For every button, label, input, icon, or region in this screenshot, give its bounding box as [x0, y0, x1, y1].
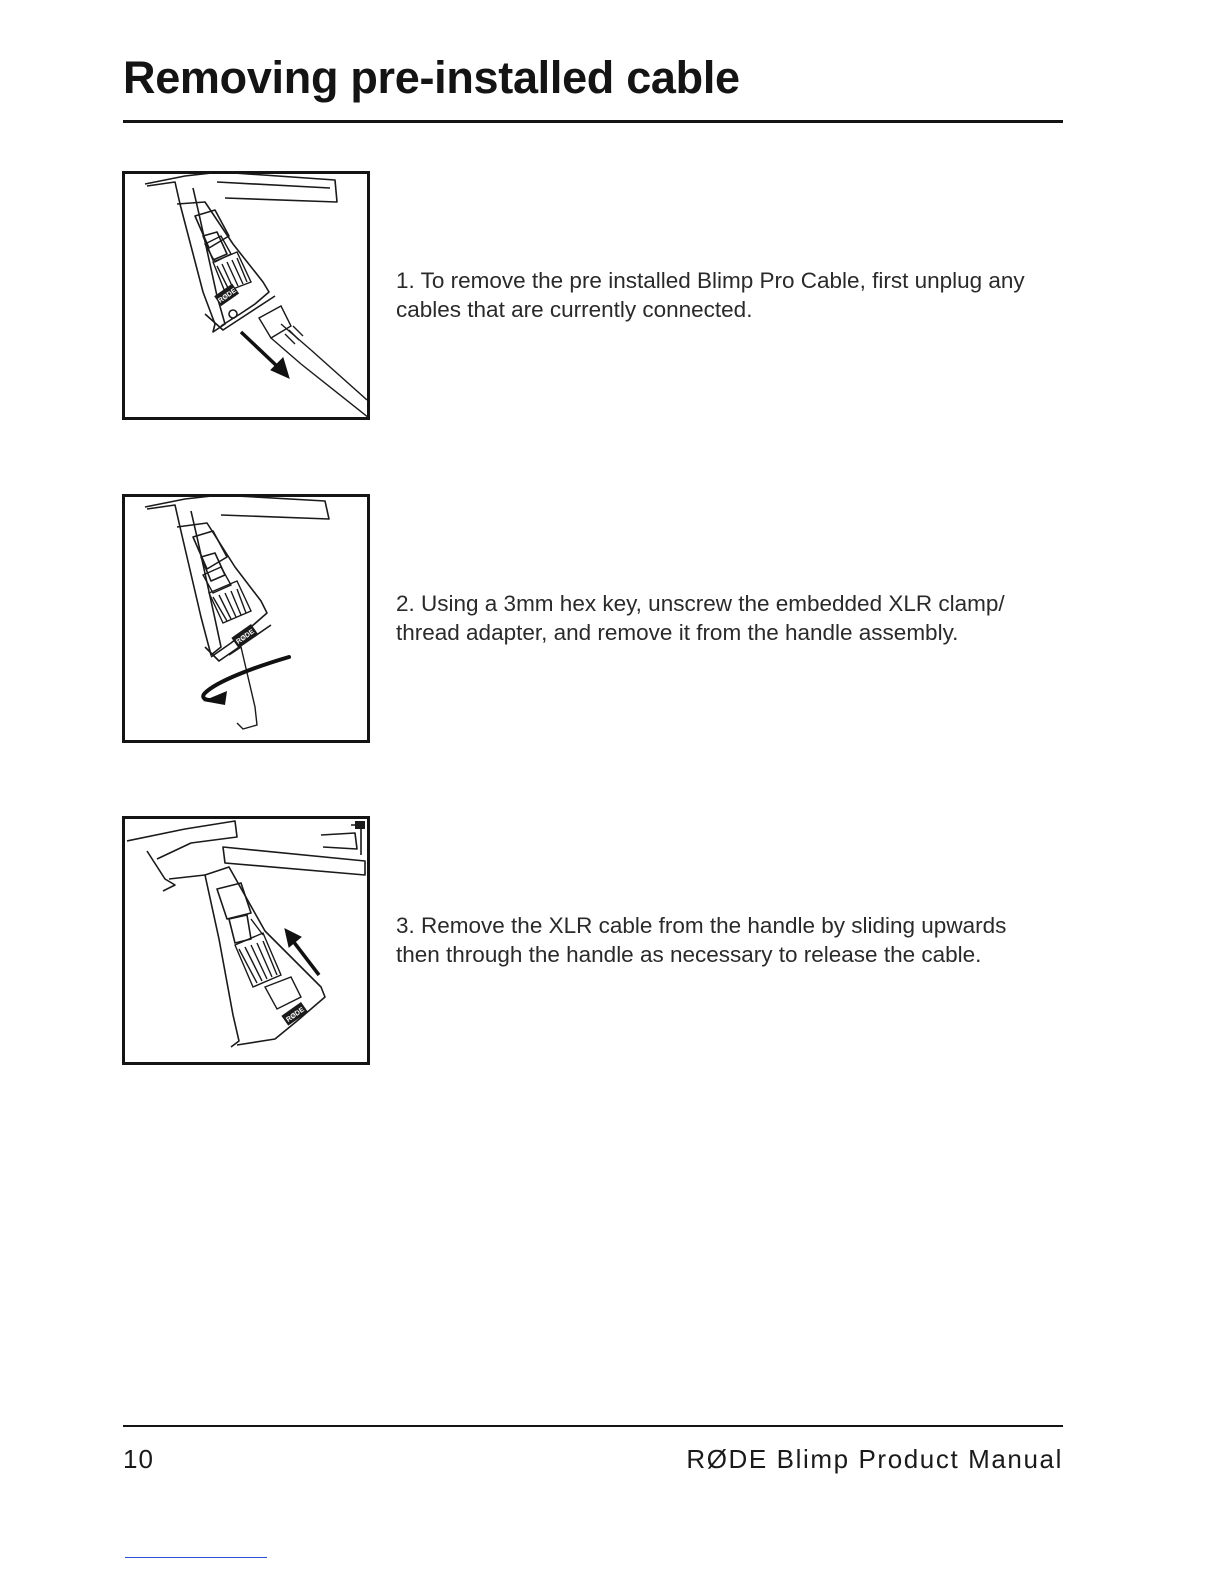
rode-logo-stamp: RØDE — [235, 628, 256, 646]
manual-title: RØDE Blimp Product Manual — [686, 1444, 1063, 1474]
link-underline — [125, 1557, 267, 1558]
step-3-illustration — [122, 816, 370, 1065]
step-2-illustration — [122, 494, 370, 743]
unplug-cable-illustration — [125, 174, 367, 417]
step-1-illustration — [122, 171, 370, 420]
step-3-text: 3. Remove the XLR cable from the handle by sliding upwards then through the handle as necessary to release the cable. — [396, 913, 1007, 967]
page-title: Removing pre-installed cable — [123, 52, 740, 103]
slide-cable-up-illustration — [125, 819, 367, 1062]
hex-key-unscrew-illustration — [125, 497, 367, 740]
step-2-text: 2. Using a 3mm hex key, unscrew the embedded XLR clamp/ thread adapter, and remove it from the handle assembly. — [396, 591, 1005, 645]
title-divider — [123, 120, 1063, 123]
step-1-text: 1. To remove the pre installed Blimp Pro Cable, first unplug any cables that are currently connected. — [396, 268, 1025, 322]
rode-logo-stamp: RØDE — [285, 1006, 306, 1024]
rode-logo-stamp: RØDE — [217, 287, 238, 305]
page-number: 10 — [123, 1444, 154, 1474]
footer-divider — [123, 1425, 1063, 1427]
